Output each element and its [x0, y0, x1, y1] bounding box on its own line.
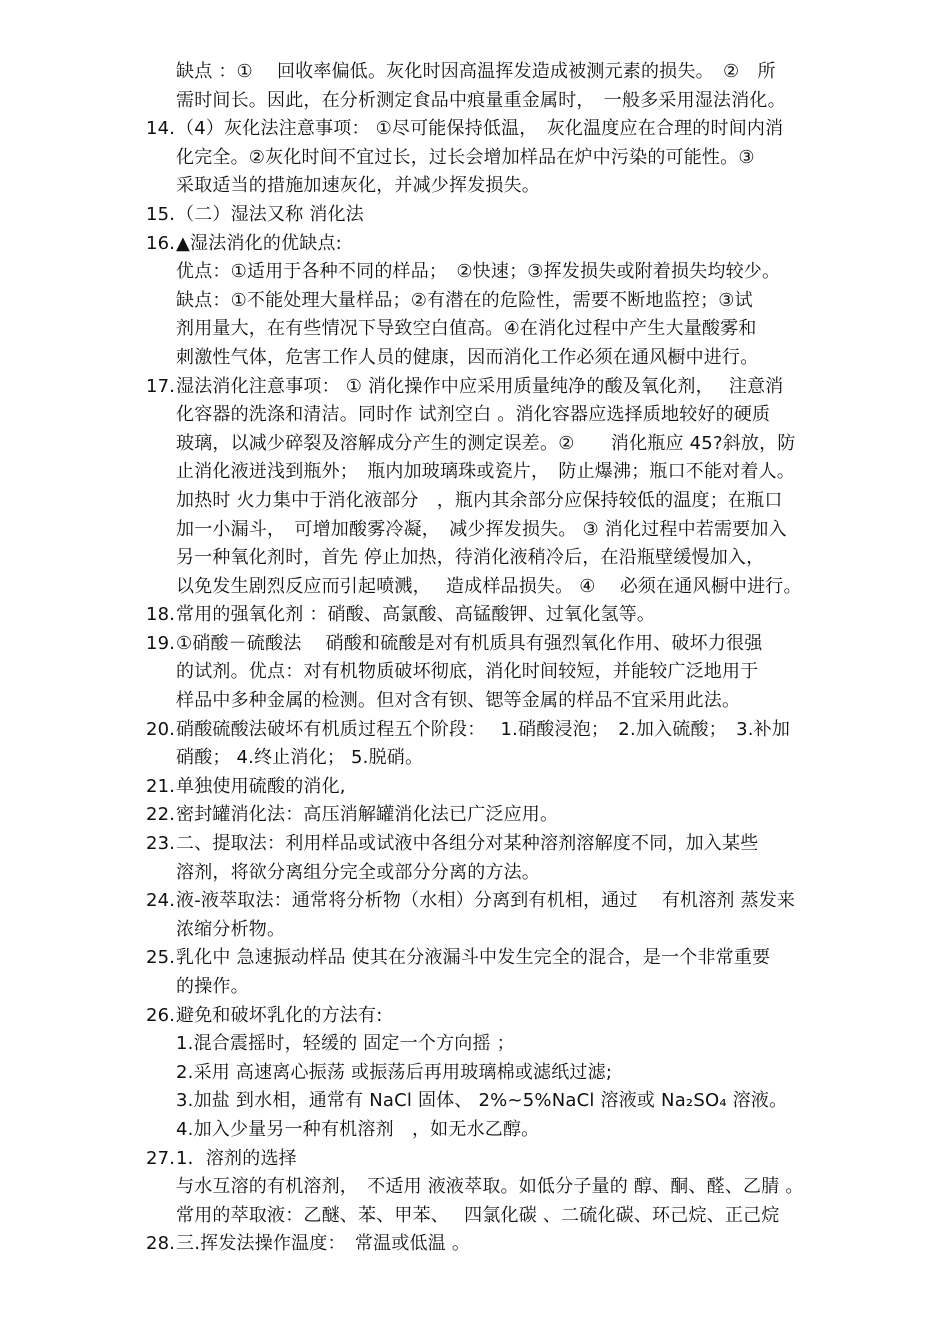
line-number: 22.	[146, 804, 176, 826]
line-number: 17.	[146, 375, 176, 397]
text-line	[0, 58, 950, 87]
text-line	[0, 716, 950, 745]
line-text: 单独使用硫酸的消化,	[176, 775, 346, 797]
text-line	[0, 658, 950, 687]
text-line	[0, 1230, 950, 1259]
line-text: 化完全。②灰化时间不宜过长，过长会增加样品在炉中污染的可能性。③	[176, 146, 755, 168]
text-line	[0, 1202, 950, 1231]
line-text: ▲湿法消化的优缺点:	[176, 232, 342, 254]
text-line	[0, 230, 950, 259]
line-text: 优点：①适用于各种不同的样品； ②快速；③挥发损失或附着损失均较少。	[176, 261, 781, 283]
text-line	[0, 172, 950, 201]
line-text: 乳化中 急速振动样品 使其在分液漏斗中发生完全的混合，是一个非常重要	[176, 947, 771, 969]
line-text: 缺点：①不能处理大量样品；②有潜在的危险性，需要不断地监控；③试	[176, 289, 753, 311]
text-line	[0, 458, 950, 487]
line-text: 湿法消化注意事项： ① 消化操作中应采用质量纯净的酸及氧化剂， 注意消	[176, 375, 784, 397]
text-line	[0, 87, 950, 116]
line-number: 15.	[146, 203, 176, 225]
line-text: 玻璃，以减少碎裂及溶解成分产生的测定误差。② 消化瓶应 45?斜放，防	[176, 432, 796, 454]
line-text: 硝酸； 4.终止消化； 5.脱硝。	[176, 747, 424, 769]
line-text: 二、提取法：利用样品或试液中各组分对某种溶剂溶解度不同，加入某些	[176, 833, 759, 855]
text-line	[0, 1145, 950, 1174]
text-line	[0, 287, 950, 316]
text-line	[0, 801, 950, 830]
text-line	[0, 144, 950, 173]
text-line	[0, 516, 950, 545]
text-line	[0, 401, 950, 430]
line-text: 刺激性气体，危害工作人员的健康，因而消化工作必须在通风橱中进行。	[176, 346, 759, 368]
text-line	[0, 1087, 950, 1116]
line-text: 常用的强氧化剂 ：硝酸、高氯酸、高锰酸钾、过氧化氢等。	[176, 604, 656, 626]
text-line	[0, 1059, 950, 1088]
text-line	[0, 373, 950, 402]
line-text: 止消化液迸浅到瓶外； 瓶内加玻璃珠或瓷片， 防止爆沸；瓶口不能对着人。	[176, 461, 795, 483]
line-number: 19.	[146, 632, 176, 654]
line-text: 1．溶剂的选择	[176, 1147, 297, 1169]
text-line	[0, 887, 950, 916]
line-number: 16.	[146, 232, 176, 254]
text-line	[0, 115, 950, 144]
line-text: 浓缩分析物。	[176, 918, 286, 940]
text-line	[0, 916, 950, 945]
line-number: 26.	[146, 1004, 176, 1026]
line-text: 缺点 ：① 回收率偏低。灰化时因高温挥发造成被测元素的损失。 ② 所	[176, 61, 776, 82]
text-line	[0, 773, 950, 802]
line-text: 化容器的洗涤和清洁。同时作 试剂空白 。消化容器应选择质地较好的硬质	[176, 404, 771, 426]
line-number: 21.	[146, 775, 176, 797]
text-line	[0, 315, 950, 344]
text-line	[0, 944, 950, 973]
line-text: 样品中多种金属的检测。但对含有钡、锶等金属的样品不宜采用此法。	[176, 690, 741, 712]
line-text: （4）灰化法注意事项： ①尽可能保持低温， 灰化温度应在合理的时间内消	[176, 118, 784, 140]
line-text: ①硝酸－硫酸法 硝酸和硫酸是对有机质具有强烈氧化作用、破坏力很强	[176, 632, 763, 654]
line-text: 另一种氧化剂时，首先 停止加热，待消化液稍冷后，在沿瓶壁缓慢加入，	[176, 547, 765, 569]
text-line	[0, 973, 950, 1002]
line-number: 18.	[146, 604, 176, 626]
line-text: 避免和破坏乳化的方法有:	[176, 1004, 383, 1026]
line-text: 以免发生剧烈反应而引起喷溅， 造成样品损失。 ④ 必须在通风橱中进行。	[176, 575, 802, 597]
text-line	[0, 544, 950, 573]
line-text: 采取适当的措施加速灰化，并减少挥发损失。	[176, 175, 540, 197]
line-number: 24.	[146, 890, 176, 912]
text-line	[0, 687, 950, 716]
line-number: 20.	[146, 718, 176, 740]
line-text: 2.采用 高速离心振荡 或振荡后再用玻璃棉或滤纸过滤;	[176, 1061, 613, 1083]
text-line	[0, 630, 950, 659]
text-line	[0, 344, 950, 373]
line-text: 1.混合震摇时，轻缓的 固定一个方向摇 ；	[176, 1033, 515, 1055]
line-text: 需时间长。因此，在分析测定食品中痕量重金属时， 一般多采用湿法消化。	[176, 89, 786, 111]
text-line	[0, 573, 950, 602]
text-line	[0, 830, 950, 859]
text-line	[0, 430, 950, 459]
text-line	[0, 1002, 950, 1031]
line-text: 加一小漏斗， 可增加酸雾冷凝， 减少挥发损失。 ③ 消化过程中若需要加入	[176, 518, 787, 540]
text-line	[0, 601, 950, 630]
line-text: 三.挥发法操作温度： 常温或低温 。	[176, 1233, 471, 1255]
line-text: 3.加盐 到水相，通常有 NaCl 固体、 2%~5%NaCl 溶液或 Na₂SO₄ 溶液。	[176, 1090, 788, 1112]
text-line	[0, 487, 950, 516]
text-line	[0, 744, 950, 773]
text-line	[0, 201, 950, 230]
text-line	[0, 1116, 950, 1145]
line-text: 密封罐消化法：高压消解罐消化法已广泛应用。	[176, 804, 559, 826]
line-text: 剂用量大，在有些情况下导致空白值高。④在消化过程中产生大量酸雾和	[176, 318, 757, 340]
text-line	[0, 258, 950, 287]
line-number: 14.	[146, 118, 176, 140]
line-number: 25.	[146, 947, 176, 969]
line-text: 硝酸硫酸法破坏有机质过程五个阶段： 1.硝酸浸泡； 2.加入硫酸； 3.补加	[176, 718, 791, 740]
document-page	[0, 58, 950, 1259]
line-number: 27.	[146, 1147, 176, 1169]
text-line	[0, 859, 950, 888]
text-line	[0, 1173, 950, 1202]
line-text: 与水互溶的有机溶剂， 不适用 液液萃取。如低分子量的 醇、酮、醛、乙腈 。	[176, 1176, 804, 1198]
line-text: （二）湿法又称 消化法	[176, 203, 364, 225]
line-text: 的试剂。优点：对有机物质破坏彻底，消化时间较短，并能较广泛地用于	[176, 661, 759, 683]
line-text: 溶剂，将欲分离组分完全或部分分离的方法。	[176, 861, 540, 883]
line-text: 4.加入少量另一种有机溶剂 ，如无水乙醇。	[176, 1118, 540, 1140]
line-text: 加热时 火力集中于消化液部分 ，瓶内其余部分应保持较低的温度；在瓶口	[176, 489, 783, 511]
line-text: 常用的萃取液：乙醚、苯、甲苯、 四氯化碳 、二硫化碳、环己烷、正己烷	[176, 1204, 780, 1226]
line-text: 的操作。	[176, 976, 249, 997]
line-number: 23.	[146, 833, 176, 855]
text-line	[0, 1030, 950, 1059]
line-number: 28.	[146, 1233, 176, 1255]
line-text: 液-液萃取法：通常将分析物（水相）分离到有机相，通过 有机溶剂 蒸发来	[176, 890, 796, 912]
